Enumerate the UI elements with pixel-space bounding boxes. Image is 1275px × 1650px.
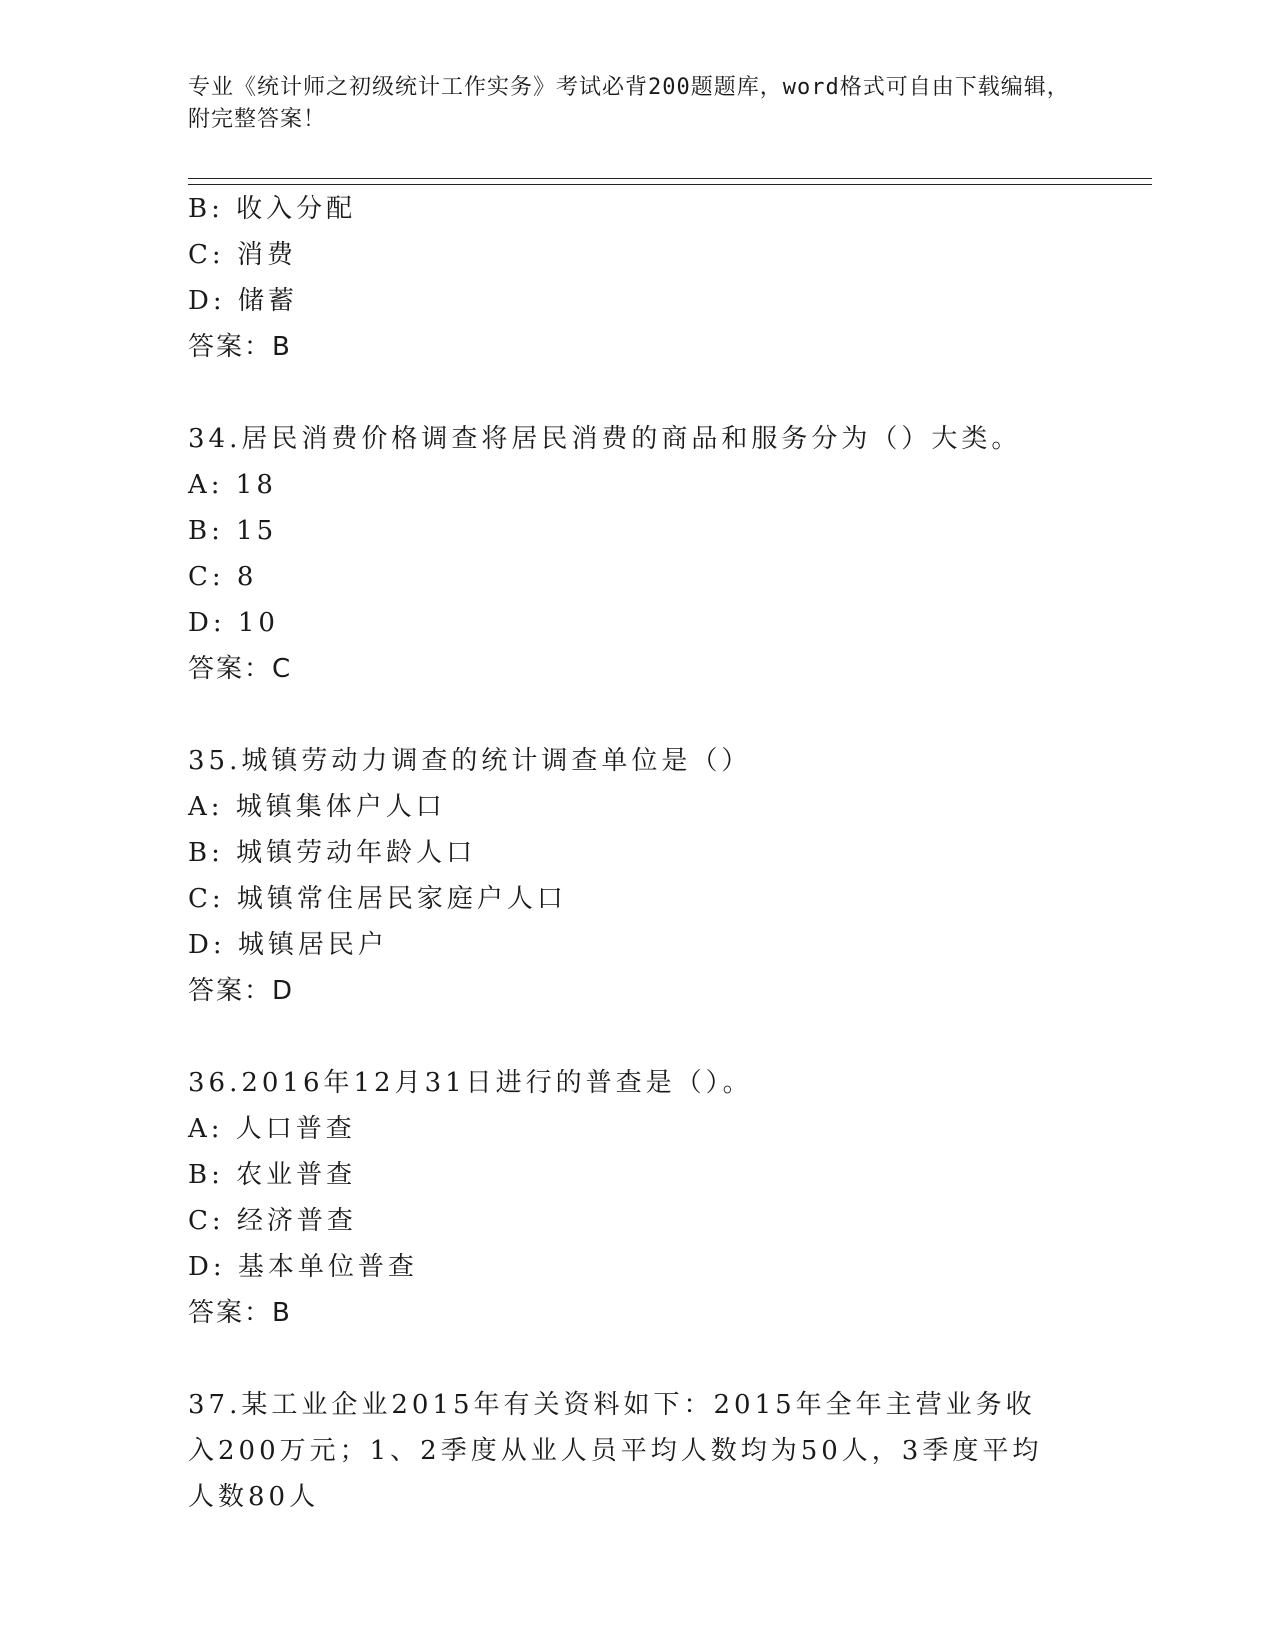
question-list (188, 186, 1152, 1520)
question-34 (188, 416, 1152, 692)
option-b: B: 城镇劳动年龄人口 (188, 838, 477, 868)
spacer (188, 1336, 1152, 1382)
question-stem: 35.城镇劳动力调查的统计调查单位是（） (188, 746, 752, 776)
option-a: A: 城镇集体户人口 (188, 792, 446, 822)
spacer (188, 1014, 1152, 1060)
spacer (188, 370, 1152, 416)
option-c: C: 8 (188, 562, 258, 592)
question-stem: 36.2016年12月31日进行的普查是（）。 (188, 1068, 753, 1098)
document-header: 专业《统计师之初级统计工作实务》考试必背200题题库，word格式可自由下载编辑，附完整答案！ (188, 75, 1070, 132)
answer: 答案：D (188, 976, 295, 1006)
option-d: D: 10 (188, 608, 279, 638)
question-37 (188, 1382, 1152, 1520)
question-stem: 34.居民消费价格调查将居民消费的商品和服务分为（）大类。 (188, 424, 1022, 454)
option-a: A: 人口普查 (188, 1114, 356, 1144)
header-divider-top (188, 178, 1152, 179)
answer: 答案：C (188, 654, 293, 684)
option-d: D: 基本单位普查 (188, 1252, 418, 1282)
option-d: D: 城镇居民户 (188, 930, 388, 960)
answer: 答案：B (188, 332, 292, 362)
option-d: D: 储蓄 (188, 286, 298, 316)
option-c: C: 消费 (188, 240, 297, 270)
option-b: B: 15 (188, 516, 278, 546)
option-b: B: 收入分配 (188, 194, 357, 224)
option-c: C: 经济普查 (188, 1206, 357, 1236)
spacer (188, 692, 1152, 738)
question-stem: 37.某工业企业2015年有关资料如下：2015年全年主营业务收入200万元；1、2季度从业人员平均人数均为50人，3季度平均人数80人 (188, 1390, 1043, 1512)
question-33-tail (188, 186, 1152, 370)
option-a: A: 18 (188, 470, 277, 500)
option-b: B: 农业普查 (188, 1160, 357, 1190)
question-36 (188, 1060, 1152, 1336)
question-35 (188, 738, 1152, 1014)
header-divider-bottom (188, 184, 1152, 185)
option-c: C: 城镇常住居民家庭户人口 (188, 884, 567, 914)
answer: 答案：B (188, 1298, 292, 1328)
